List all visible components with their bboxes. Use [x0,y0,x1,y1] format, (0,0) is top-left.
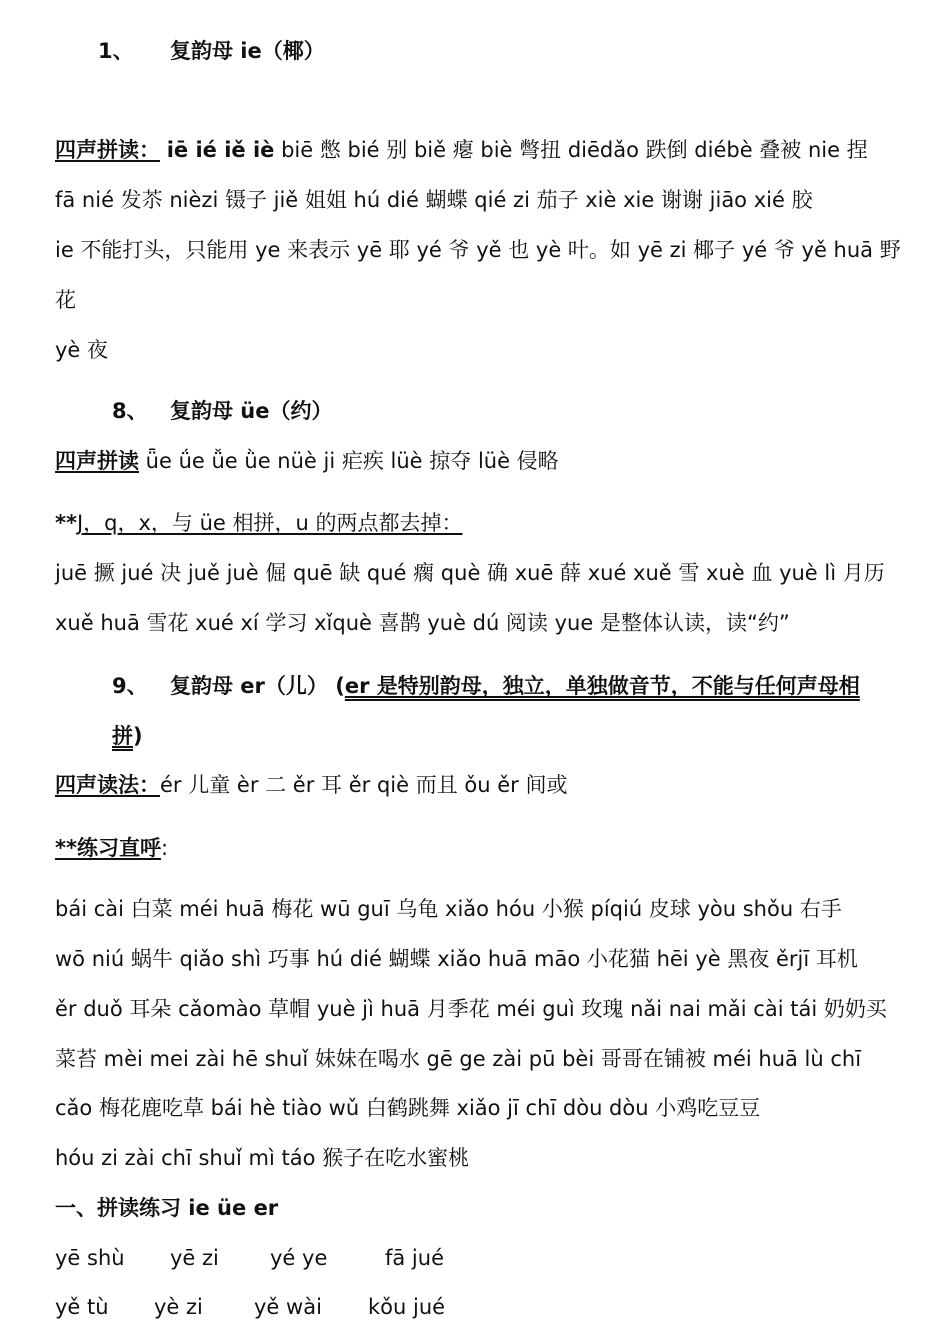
paragraph-line [55,771,567,799]
rule-note [55,509,462,537]
practice-line: bái cài 白菜 méi huā 梅花 wū guī 乌龟 xiǎo hóu 小猴 píqiú 皮球 yòu shǒu 右手 [55,897,842,921]
pinyin-words: ér 儿童 èr 二 ěr 耳 ěr qiè 而且 ǒu ěr 间或 [160,773,568,797]
paragraph-line: ie 不能打头，只能用 ye 来表示 yē 耶 yé 爷 yě 也 yè 叶。如 yē zi 椰子 yé 爷 yě huā 野 [55,238,901,262]
paragraph-line: juē 撅 jué 决 juě juè 倔 quē 缺 qué 瘸 què 确 xuē 薛 xué xuě 雪 xuè 血 yuè lì 月历 [55,561,885,585]
practice-line: hóu zi zài chī shuǐ mì táo 猴子在吃水蜜桃 [55,1146,470,1170]
exercise-row [55,1293,445,1321]
paragraph-line: yè 夜 [55,338,109,362]
exercise-item: kǒu jué [368,1295,446,1319]
paragraph-line [55,447,559,475]
exercise-row [55,1244,444,1272]
special-note: er 是特别韵母，独立，单独做音节，不能与任何声母相 [344,674,860,698]
practice-colon: : [160,836,169,860]
paragraph-line: 花 [55,288,76,312]
special-note-end: 拼 [112,724,133,748]
paragraph-line: xuě huā 雪花 xué xí 学习 xǐquè 喜鹊 yuè dú 阅读 yue 是整体认读，读“约” [55,611,790,635]
exercise-item: fā jué [385,1246,445,1270]
pinyin-words: ǖe ǘe ǚe ǜe nüè ji 疟疾 lüè 掠夺 lüè 侵略 [139,449,559,473]
exercise-item: yé ye [270,1246,328,1270]
practice-line: wō niú 蜗牛 qiǎo shì 巧事 hú dié 蝴蝶 xiǎo huā māo 小花猫 hēi yè 黑夜 ěrjī 耳机 [55,947,858,971]
practice-label: **练习直呼 [55,836,161,860]
practice-heading [55,834,168,862]
exercise-heading: 一、拼读练习 ie üe er [55,1196,279,1220]
exercise-item: yē shù [55,1246,125,1270]
label-four-tones: 四声拼读 [55,449,139,473]
exercise-item: yě tù [55,1295,109,1319]
exercise-item: yē zi [170,1246,219,1270]
practice-line: cǎo 梅花鹿吃草 bái hè tiào wǔ 白鹤跳舞 xiǎo jī chī dòu dòu 小鸡吃豆豆 [55,1096,761,1120]
section-number: 1、 [98,39,134,63]
paren-close: ) [133,724,143,748]
section-heading-continued [112,722,143,750]
label-four-tones: 四声拼读： [55,138,160,162]
section-heading [170,672,860,700]
practice-line: ěr duǒ 耳朵 cǎomào 草帽 yuè jì huā 月季花 méi guì 玫瑰 nǎi nai mǎi cài tái 奶奶买 [55,997,887,1021]
section-heading-title: 复韵母 er（儿） [170,674,328,698]
practice-line: 菜苔 mèi mei zài hē shuǐ 妹妹在喝水 gē ge zài pū bèi 哥哥在铺被 méi huā lù chī [55,1047,862,1071]
note-marker: ** [55,511,77,535]
paragraph-line [55,136,868,164]
label-four-tones-reading: 四声读法： [55,773,160,797]
section-number: 9、 [112,674,148,698]
tone-sequence: iē ié iě iè [166,138,275,162]
section-heading: 复韵母 üe（约） [170,399,333,423]
section-number: 8、 [112,399,148,423]
exercise-item: yě wài [254,1295,322,1319]
section-heading: 复韵母 ie（椰） [170,39,325,63]
pinyin-words: biē 憋 bié 别 biě 瘪 biè 彆扭 diēdǎo 跌倒 diébè 叠被 nie 捏 [281,138,868,162]
note-text: J，q，x，与 üe 相拼，u 的两点都去掉： [76,511,463,535]
paren-open: ( [335,674,345,698]
exercise-item: yè zi [154,1295,203,1319]
paragraph-line: fā nié 发苶 nièzi 镊子 jiě 姐姐 hú dié 蝴蝶 qié zi 茄子 xiè xie 谢谢 jiāo xié 胶 [55,188,813,212]
